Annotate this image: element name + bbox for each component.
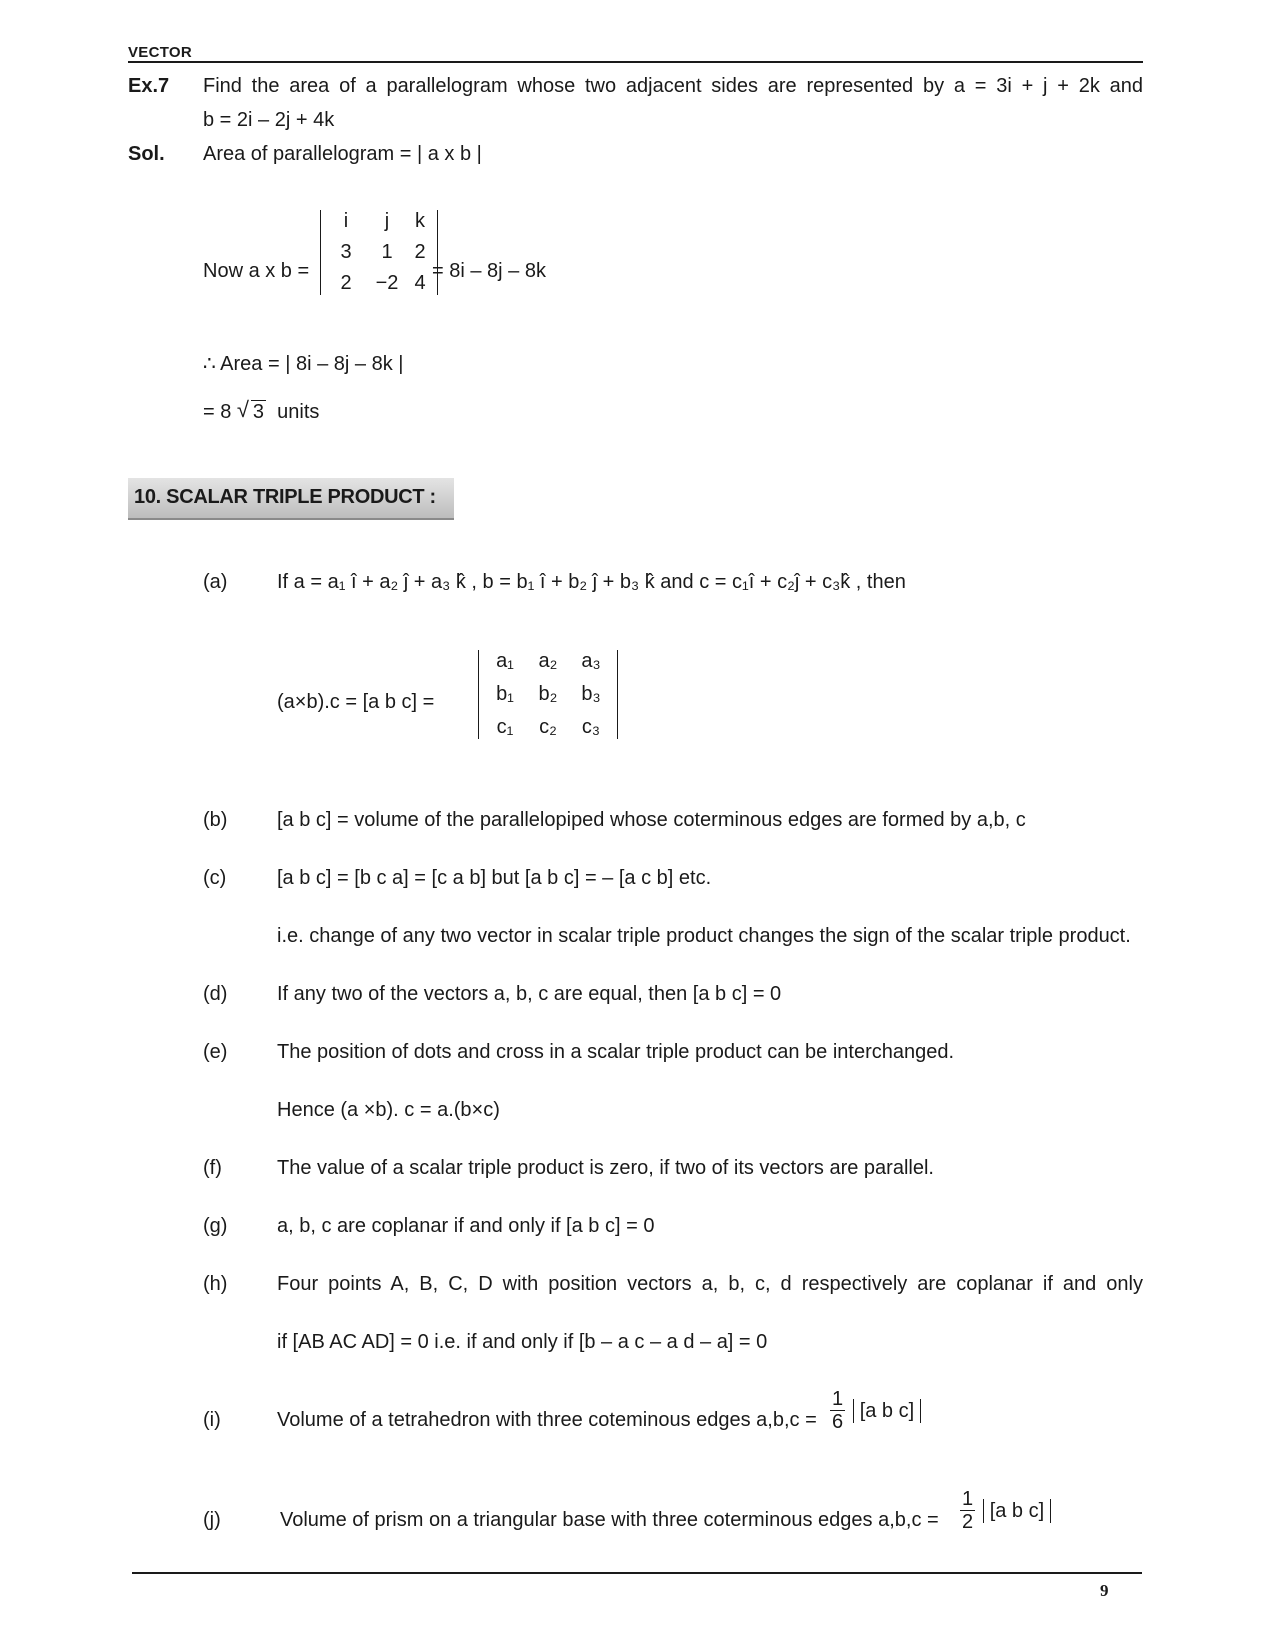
sqrt-symbol: √ 3 (236, 397, 265, 423)
det-cell: a₃ (581, 650, 601, 672)
determinant-abc (478, 650, 618, 739)
det-cell: 2 (414, 241, 426, 263)
det-cell: j (384, 210, 390, 232)
item-e-note: Hence (a ×b). c = a.(b×c) (277, 1099, 500, 1121)
item-j-formula (958, 1488, 1051, 1533)
solution-label: Sol. (128, 143, 165, 165)
section-heading-box (128, 478, 454, 520)
header-rule (128, 61, 1143, 63)
item-b-label: (b) (203, 809, 228, 831)
det-cell: c₁ (496, 716, 514, 738)
example-label: Ex.7 (128, 75, 170, 97)
item-g-label: (g) (203, 1215, 228, 1237)
area-result-units: units (277, 401, 320, 423)
running-header: VECTOR (128, 44, 193, 61)
footer-rule (132, 1572, 1142, 1574)
det-cell: a₁ (496, 650, 514, 672)
det-cell: c₃ (581, 716, 601, 738)
determinant-ijk (320, 210, 438, 295)
item-j-label: (j) (203, 1509, 221, 1531)
det-cell: 1 (381, 241, 393, 263)
frac-den: 2 (962, 1511, 974, 1533)
item-d-text: If any two of the vectors a, b, c are equal, then [a b c] = 0 (277, 983, 782, 1005)
frac-den: 6 (832, 1411, 844, 1433)
item-a-text: If a = a₁ î + a₂ ĵ + a₃ k̂ , b = b₁ î + b₂ ĵ + b₃ k̂ and c = c₁î + c₂ĵ + c₃k̂ , then (277, 571, 906, 593)
abs-bracket: [a b c] (983, 1499, 1051, 1523)
item-f-text: The value of a scalar triple product is zero, if two of its vectors are parallel. (277, 1157, 934, 1179)
area-result (203, 397, 320, 424)
det-cell: −2 (375, 272, 399, 294)
item-h-note: if [AB AC AD] = 0 i.e. if and only if [b – a c – a d – a] = 0 (277, 1331, 768, 1353)
item-i-text: Volume of a tetrahedron with three coteminous edges a,b,c = (277, 1409, 817, 1431)
item-i-label: (i) (203, 1409, 221, 1431)
cross-product-label: Now a x b = (203, 260, 310, 282)
item-i-formula (828, 1388, 921, 1433)
det-cell: b₁ (496, 683, 514, 705)
fraction-one-sixth (830, 1388, 845, 1433)
det-cell: k (415, 210, 425, 232)
item-j-text: Volume of prism on a triangular base with three coterminous edges a,b,c = (280, 1509, 939, 1531)
item-c-note: i.e. change of any two vector in scalar triple product changes the sign of the scalar triple product. (277, 925, 1131, 947)
det-cell: b₃ (581, 683, 601, 705)
det-cell: i (343, 210, 349, 232)
det-cell: 3 (340, 241, 352, 263)
det-cell: 4 (414, 272, 426, 294)
frac-num: 1 (832, 1388, 844, 1410)
det-cell: c₂ (539, 716, 557, 738)
solution-line: Area of parallelogram = | a x b | (203, 143, 482, 165)
cross-product-result: = 8i – 8j – 8k (432, 260, 546, 282)
det-cell: b₂ (538, 683, 558, 705)
item-h-label: (h) (203, 1273, 228, 1295)
item-a-lhs: (a×b).c = [a b c] = (277, 691, 435, 713)
fraction-one-half (960, 1488, 975, 1533)
item-c-label: (c) (203, 867, 227, 889)
page-number: 9 (1100, 1581, 1109, 1600)
abs-bracket: [a b c] (853, 1399, 921, 1423)
item-g-text: a, b, c are coplanar if and only if [a b c] = 0 (277, 1215, 655, 1237)
section-heading: 10. SCALAR TRIPLE PRODUCT : (134, 486, 436, 508)
item-e-text: The position of dots and cross in a scalar triple product can be interchanged. (277, 1041, 955, 1063)
det-cell: a₂ (538, 650, 558, 672)
sqrt-radicand: 3 (252, 401, 265, 423)
item-d-label: (d) (203, 983, 228, 1005)
det-cell: 2 (340, 272, 352, 294)
example-question-line1: Find the area of a parallelogram whose two adjacent sides are represented by a = 3i + j + 2k and (203, 75, 1143, 97)
area-line: ∴ Area = | 8i – 8j – 8k | (203, 353, 404, 375)
item-a-label: (a) (203, 571, 228, 593)
item-h-text: Four points A, B, C, D with position vectors a, b, c, d respectively are coplanar if and only (277, 1273, 1143, 1295)
item-b-text: [a b c] = volume of the parallelopiped whose coterminous edges are formed by a,b, c (277, 809, 1026, 831)
item-e-label: (e) (203, 1041, 228, 1063)
frac-num: 1 (962, 1488, 974, 1510)
example-question-line2: b = 2i – 2j + 4k (203, 109, 335, 131)
item-f-label: (f) (203, 1157, 222, 1179)
item-c-text: [a b c] = [b c a] = [c a b] but [a b c] = – [a c b] etc. (277, 867, 712, 889)
area-result-prefix: = 8 (203, 401, 232, 423)
